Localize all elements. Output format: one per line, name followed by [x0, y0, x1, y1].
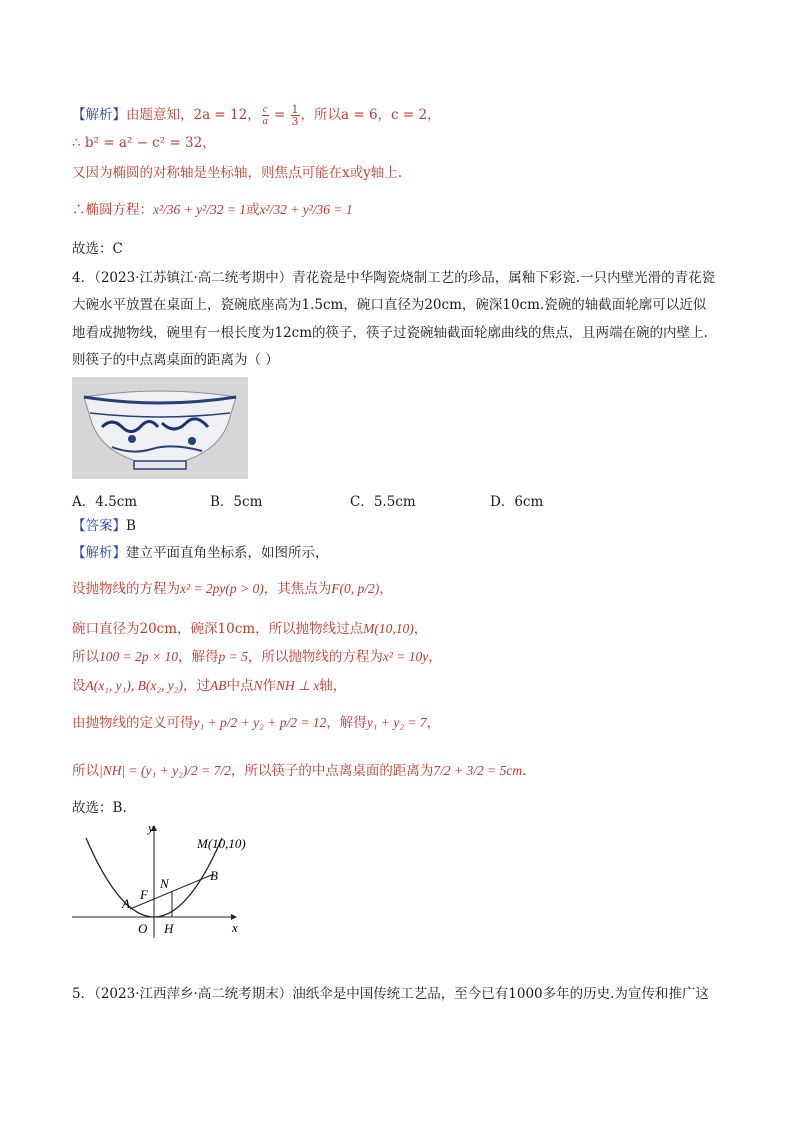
- label-a: A: [122, 896, 130, 911]
- answer4-step7: 所以|NH| = (y₁ + y₂)/2 = 7/2，所以筷子的中点离桌面的距离为7/2 + 3/2 = 5cm.: [72, 763, 527, 779]
- option-c: C．5.5cm: [350, 494, 416, 510]
- solution3-choice: 故选：C: [72, 241, 123, 257]
- option-b: B．5cm: [210, 494, 263, 510]
- option-a: A．4.5cm: [72, 494, 138, 510]
- answer4-step3: 碗口直径为20cm，碗深10cm，所以抛物线过点M(10,10)，: [72, 621, 428, 637]
- label-n: N: [160, 876, 169, 891]
- label-y: y: [148, 820, 154, 835]
- answer-value: B: [126, 518, 136, 534]
- solution3-line2: ∴ b² = a² − c² = 32，: [72, 135, 216, 151]
- question4-line1: 4．（2023·江苏镇江·高二统考期中）青花瓷是中华陶瓷烧制工艺的珍品，属釉下彩瓷.一只内壁光滑的青花瓷: [72, 270, 716, 286]
- question5-line1: 5．（2023·江西萍乡·高二统考期末）油纸伞是中国传统工艺品，至今已有1000多年的历史.为宣传和推广这: [72, 986, 709, 1002]
- solution3-line4: [72, 201, 353, 219]
- answer4-choice: 故选：B.: [72, 800, 127, 816]
- daan-tag: 【答案】: [72, 518, 126, 534]
- answer4-step5: 设A(x₁, y₁), B(x₂, y₂)，过AB中点N作NH ⊥ x轴，: [72, 678, 347, 694]
- answer4-jiexi: 【解析】建立平面直角坐标系，如图所示，: [72, 545, 329, 561]
- option-d: D．6cm: [490, 494, 544, 510]
- question4-line3: 地看成抛物线，碗里有一根长度为12cm的筷子，筷子过瓷碗轴截面轮廓曲线的焦点，且两端在碗的内壁上.: [72, 325, 708, 341]
- ellipse-eq2: x²/32 + y²/36 = 1: [259, 202, 353, 217]
- answer4-step4: 所以100 = 2p × 10，解得p = 5，所以抛物线的方程为x² = 10y，: [72, 649, 442, 665]
- label-h: H: [164, 921, 174, 936]
- porcelain-bowl-image: [72, 377, 248, 479]
- solution3-line1: 【解析】由题意知，2a = 12， $\frac{c}{a}$ = $\frac{1}{3}$ ，所以a = 6，c = 2，: [72, 103, 441, 128]
- fraction-one-third: $\frac{1}{3}$: [291, 103, 299, 128]
- solution-text: 由题意知，2a = 12，: [126, 107, 261, 123]
- label-f: F: [140, 887, 148, 902]
- answer4-line: [72, 517, 136, 535]
- ellipse-or: 或: [246, 202, 260, 218]
- parabola-figure: [64, 820, 274, 945]
- label-m: M(10,10): [197, 836, 246, 851]
- jiexi-tag: 【解析】: [72, 107, 126, 123]
- question4-line4: 则筷子的中点离桌面的距离为（ ）: [72, 352, 279, 368]
- jiexi-tag: 【解析】: [72, 545, 126, 561]
- answer4-step2: 设抛物线的方程为x² = 2py(p > 0)，其焦点为F(0, p/2)，: [72, 581, 393, 597]
- solution-text: ，所以a = 6，c = 2，: [300, 107, 441, 123]
- question4-line2: 大碗水平放置在桌面上，瓷碗底座高为1.5cm，碗口直径为20cm，碗深10cm.瓷碗的轴截面轮廓可以近似: [72, 297, 707, 313]
- ellipse-eq1: x²/36 + y²/32 = 1: [153, 202, 247, 217]
- solution3-line3: 又因为椭圆的对称轴是坐标轴，则焦点可能在x或y轴上.: [72, 165, 403, 181]
- answer4-step6: 由抛物线的定义可得y₁ + p/2 + y₂ + p/2 = 12，解得y₁ + y₂ = 7，: [72, 715, 441, 731]
- label-b: B: [210, 868, 218, 883]
- fraction-c-over-a: $\frac{c}{a}$: [262, 103, 268, 127]
- label-o: O: [138, 921, 148, 936]
- label-x: x: [232, 920, 238, 935]
- ellipse-prefix: ∴椭圆方程：: [72, 202, 153, 218]
